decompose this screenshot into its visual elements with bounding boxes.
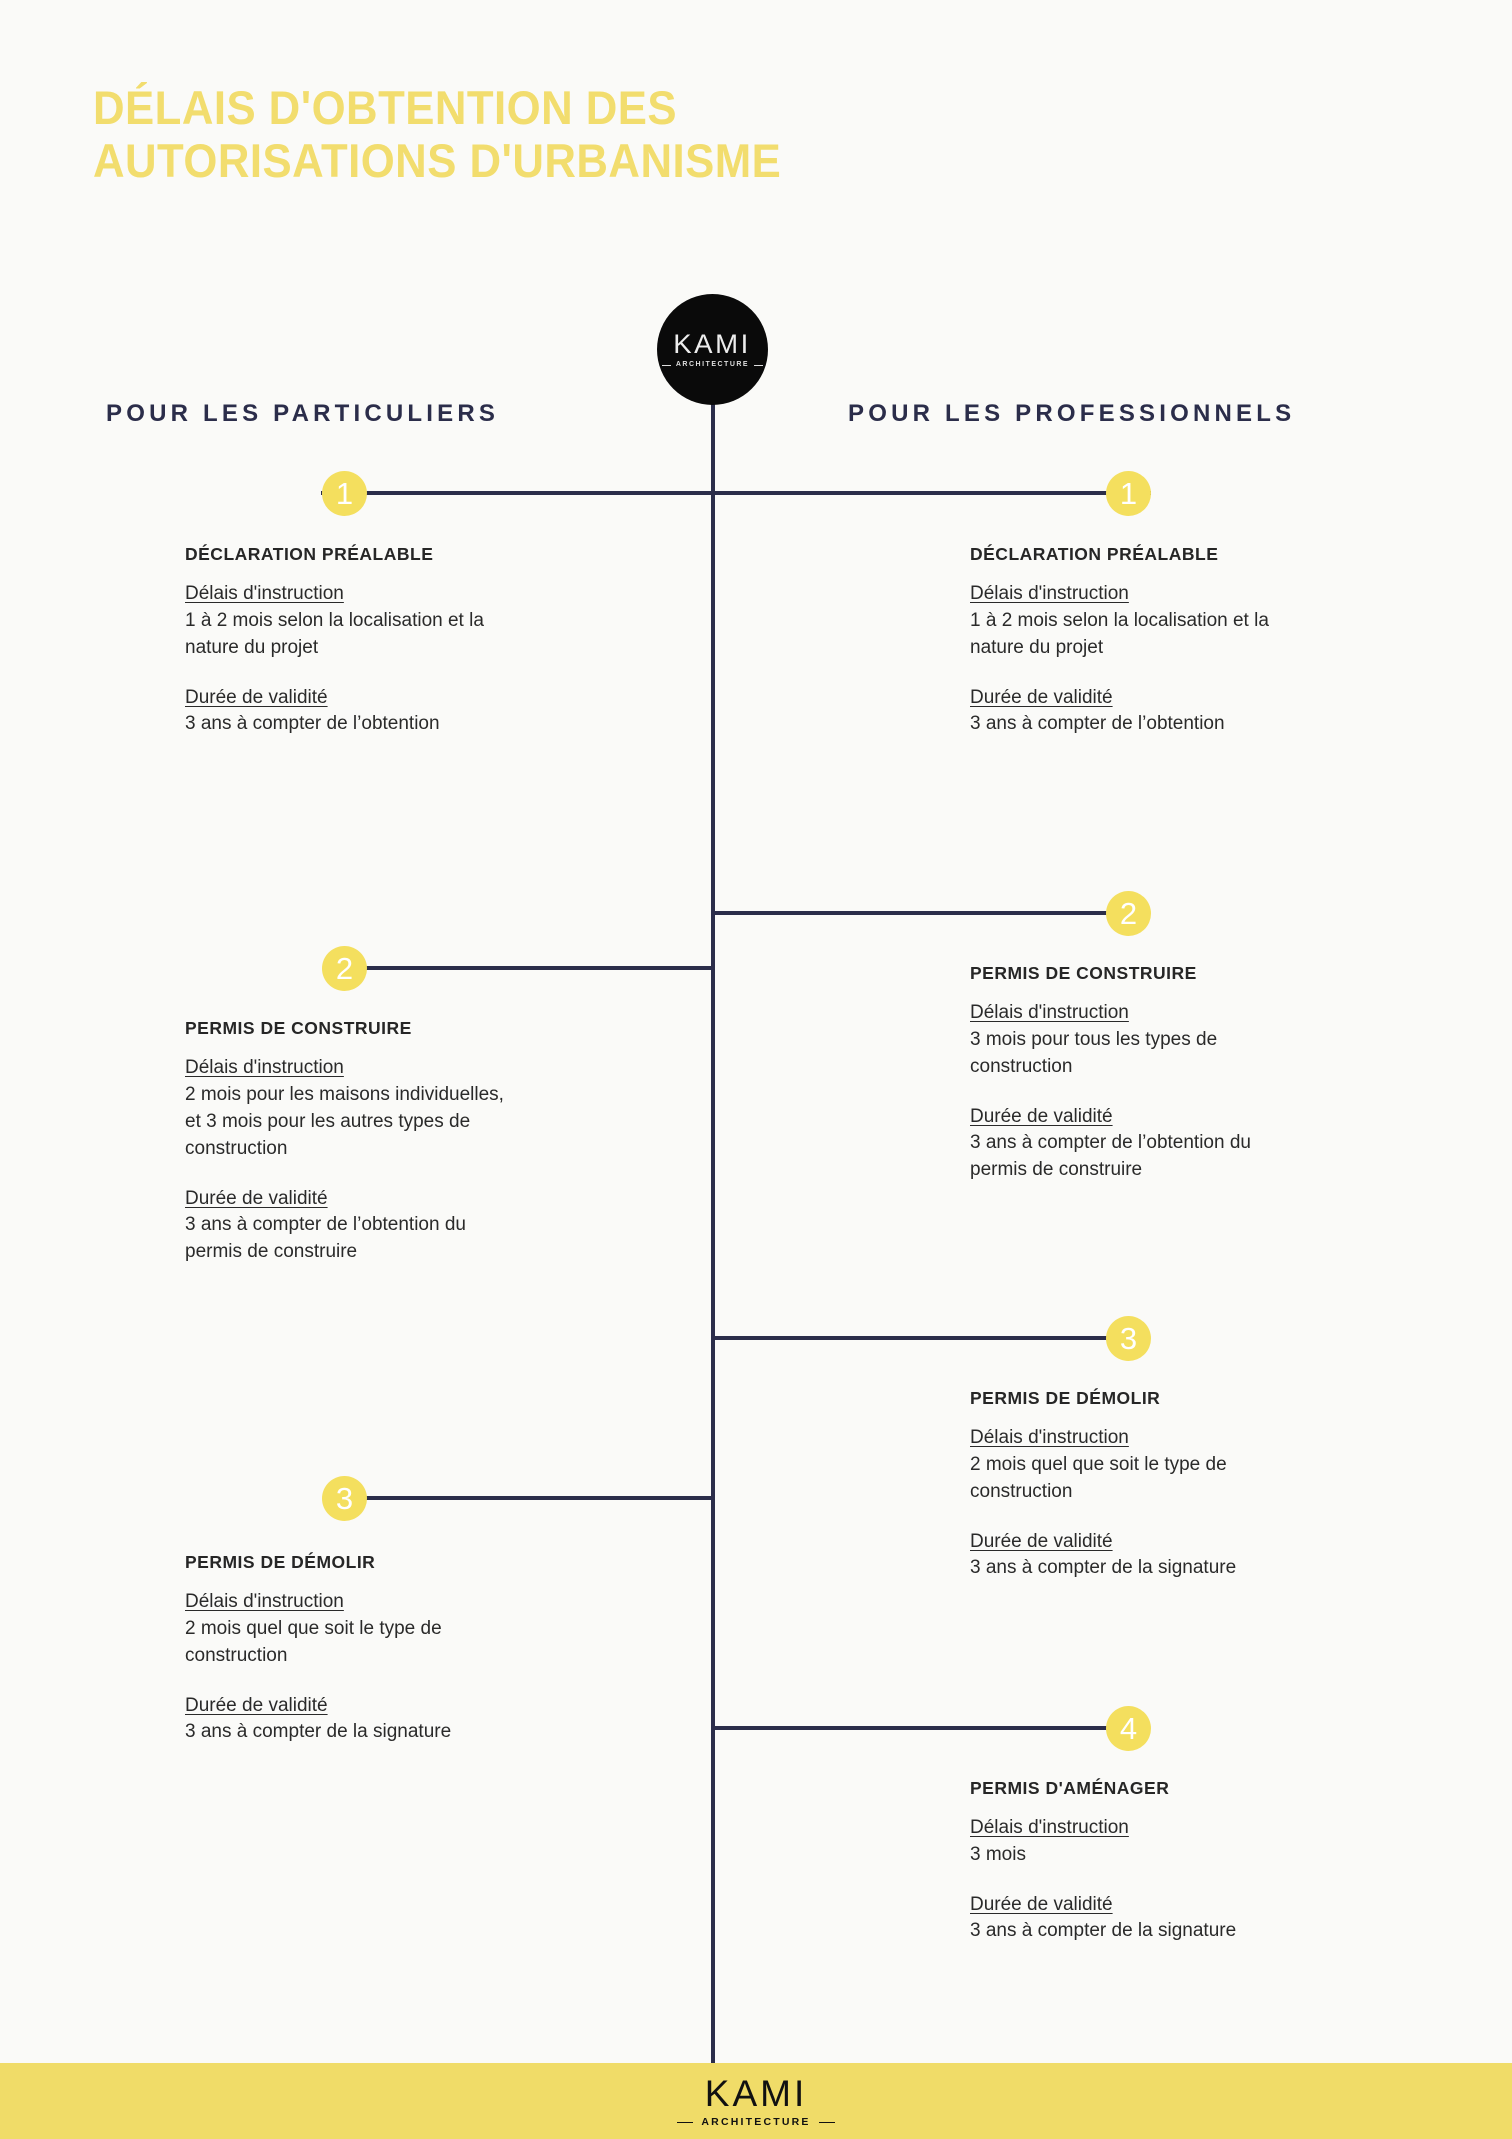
- entry-validity-group: [970, 1530, 1300, 1583]
- entry-delay-value: 1 à 2 mois selon la localisation et la nature du projet: [970, 609, 1269, 658]
- entry-right-permis-de-construire: [970, 963, 1300, 1184]
- step-badge-left-3[interactable]: 3: [322, 1476, 367, 1521]
- entry-validity-group: [185, 1187, 515, 1267]
- footer-logo-subtitle: ARCHITECTURE: [701, 2115, 811, 2128]
- entry-validity-label: Durée de validité: [970, 1530, 1113, 1552]
- entry-validity-group: [970, 686, 1300, 739]
- entry-delay-value: 2 mois quel que soit le type de construction: [970, 1453, 1227, 1502]
- connector-left-3: [356, 1496, 715, 1500]
- step-badge-right-4[interactable]: 4: [1106, 1706, 1151, 1751]
- entry-delay-label: Délais d'instruction: [970, 583, 1129, 604]
- entry-delay-group: [970, 1426, 1300, 1506]
- step-badge-left-1[interactable]: 1: [322, 471, 367, 516]
- entry-delay-value: 2 mois quel que soit le type de construction: [185, 1617, 442, 1666]
- entry-validity-group: [185, 1694, 515, 1747]
- entry-validity-label: Durée de validité: [185, 686, 328, 708]
- entry-delay-group: [185, 1056, 515, 1163]
- footer-logo-name: KAMI: [704, 2072, 808, 2114]
- footer-bar: [0, 2063, 1512, 2139]
- entry-right-declaration-prealable: [970, 544, 1300, 738]
- connector-row-1: [321, 491, 1151, 495]
- step-badge-right-1[interactable]: 1: [1106, 471, 1151, 516]
- connector-right-3: [711, 1336, 1141, 1340]
- step-badge-left-2[interactable]: 2: [322, 946, 367, 991]
- page-title: [93, 82, 1023, 187]
- entry-validity-value: 3 ans à compter de l’obtention: [185, 713, 440, 735]
- entry-delay-group: [185, 582, 515, 662]
- step-badge-right-3[interactable]: 3: [1106, 1316, 1151, 1361]
- entry-title: PERMIS DE CONSTRUIRE: [970, 963, 1197, 983]
- entry-title: PERMIS DE DÉMOLIR: [970, 1388, 1161, 1408]
- kami-logo-badge: [657, 294, 768, 405]
- connector-right-4: [711, 1726, 1141, 1730]
- column-header-professionnels: POUR LES PROFESSIONNELS: [848, 400, 1296, 427]
- entry-delay-group: [970, 582, 1300, 662]
- logo-name: KAMI: [673, 329, 752, 359]
- entry-delay-group: [185, 1590, 515, 1670]
- entry-validity-value: 3 ans à compter de la signature: [185, 1721, 452, 1743]
- entry-left-declaration-prealable: [185, 544, 515, 738]
- entry-validity-group: [970, 1105, 1300, 1185]
- entry-right-permis-damenager: [970, 1778, 1300, 1945]
- entry-validity-value: 3 ans à compter de l’obtention du permis de construire: [970, 1132, 1251, 1181]
- entry-delay-label: Délais d'instruction: [185, 583, 344, 604]
- entry-validity-value: 3 ans à compter de l’obtention du permis de construire: [185, 1214, 466, 1263]
- entry-title: DÉCLARATION PRÉALABLE: [970, 544, 1219, 564]
- center-timeline-axis: [711, 300, 715, 2063]
- page-title-line-2: AUTORISATIONS D'URBANISME: [93, 133, 782, 187]
- entry-title: PERMIS DE DÉMOLIR: [185, 1552, 376, 1572]
- entry-right-permis-de-demolir: [970, 1388, 1300, 1582]
- entry-validity-label: Durée de validité: [970, 686, 1113, 708]
- page-title-line-1: DÉLAIS D'OBTENTION DES: [93, 81, 678, 134]
- entry-delay-value: 3 mois: [970, 1843, 1026, 1865]
- entry-left-permis-de-demolir: [185, 1552, 515, 1746]
- entry-validity-label: Durée de validité: [970, 1105, 1113, 1127]
- entry-left-permis-de-construire: [185, 1018, 515, 1266]
- entry-validity-label: Durée de validité: [970, 1893, 1113, 1915]
- entry-delay-label: Délais d'instruction: [970, 1002, 1129, 1023]
- entry-title: PERMIS DE CONSTRUIRE: [185, 1018, 412, 1038]
- entry-delay-label: Délais d'instruction: [970, 1817, 1129, 1838]
- logo-subtitle: ARCHITECTURE: [675, 361, 750, 368]
- entry-delay-value: 1 à 2 mois selon la localisation et la nature du projet: [185, 609, 484, 658]
- step-badge-right-2[interactable]: 2: [1106, 891, 1151, 936]
- connector-left-2: [356, 966, 715, 970]
- entry-validity-label: Durée de validité: [185, 1187, 328, 1209]
- entry-delay-label: Délais d'instruction: [185, 1591, 344, 1612]
- connector-right-2: [711, 911, 1141, 915]
- entry-validity-label: Durée de validité: [185, 1694, 328, 1716]
- entry-validity-group: [970, 1893, 1300, 1946]
- entry-validity-group: [185, 686, 515, 739]
- entry-delay-group: [970, 1816, 1300, 1869]
- entry-validity-value: 3 ans à compter de la signature: [970, 1920, 1237, 1942]
- entry-delay-group: [970, 1001, 1300, 1081]
- entry-delay-value: 2 mois pour les maisons individuelles, et 3 mois pour les autres types de construction: [185, 1083, 504, 1159]
- entry-validity-value: 3 ans à compter de la signature: [970, 1557, 1237, 1579]
- entry-title: PERMIS D'AMÉNAGER: [970, 1778, 1170, 1798]
- entry-validity-value: 3 ans à compter de l’obtention: [970, 713, 1225, 735]
- entry-delay-value: 3 mois pour tous les types de construction: [970, 1028, 1218, 1077]
- entry-delay-label: Délais d'instruction: [970, 1427, 1129, 1448]
- entry-delay-label: Délais d'instruction: [185, 1057, 344, 1078]
- column-header-particuliers: POUR LES PARTICULIERS: [106, 400, 500, 427]
- entry-title: DÉCLARATION PRÉALABLE: [185, 544, 434, 564]
